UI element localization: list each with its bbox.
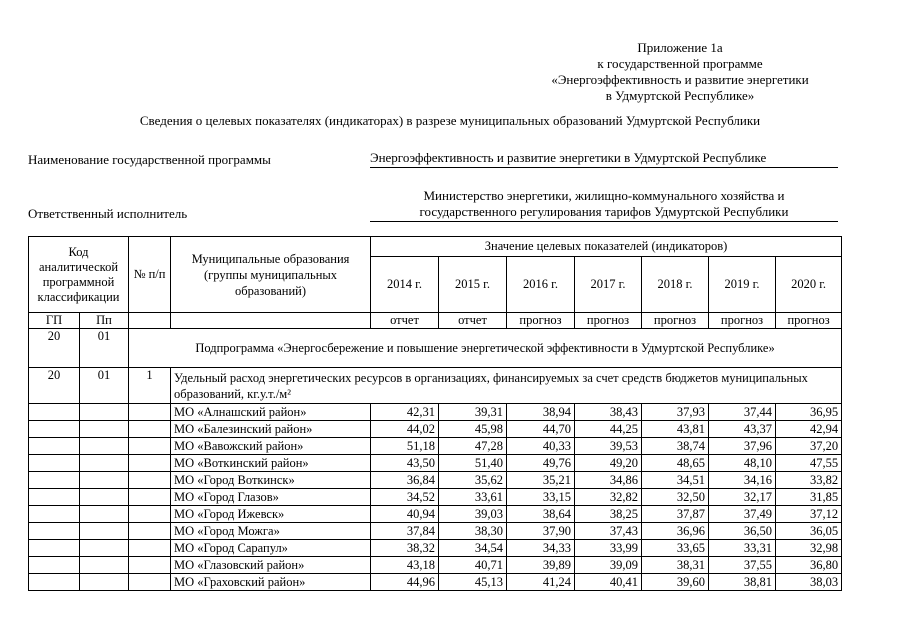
- indicator-value: 38,43: [575, 404, 642, 421]
- indicator-value: 39,09: [575, 557, 642, 574]
- indicator-value: 38,74: [642, 438, 709, 455]
- empty-cell: [80, 523, 129, 540]
- indicator-value: 44,70: [507, 421, 575, 438]
- subprogram-gp: 20: [29, 329, 80, 368]
- indicators-table: [28, 236, 842, 591]
- indicator-value: 43,50: [371, 455, 439, 472]
- indicator-value: 34,52: [371, 489, 439, 506]
- indicator-number: 1: [129, 368, 171, 404]
- indicator-value: 40,71: [439, 557, 507, 574]
- subprogram-title: Подпрограмма «Энергосбережение и повышение энергетической эффективности в Удмуртской Республике»: [129, 329, 842, 368]
- empty-cell: [80, 489, 129, 506]
- header-year: 2018 г.: [642, 257, 709, 313]
- executor-line-2: государственного регулирования тарифов Удмуртской Республики: [419, 204, 789, 219]
- empty-cell: [29, 523, 80, 540]
- table-row: [29, 404, 842, 421]
- indicator-value: 43,37: [709, 421, 776, 438]
- indicator-value: 37,84: [371, 523, 439, 540]
- indicator-value: 38,32: [371, 540, 439, 557]
- indicator-value: 37,93: [642, 404, 709, 421]
- indicator-value: 43,81: [642, 421, 709, 438]
- empty-cell: [29, 438, 80, 455]
- indicator-value: 35,21: [507, 472, 575, 489]
- header-empty-municipality: [171, 313, 371, 329]
- empty-cell: [80, 574, 129, 591]
- indicator-value: 37,43: [575, 523, 642, 540]
- header-type: отчет: [439, 313, 507, 329]
- indicator-value: 38,25: [575, 506, 642, 523]
- indicator-value: 34,54: [439, 540, 507, 557]
- indicator-value: 38,31: [642, 557, 709, 574]
- empty-cell: [129, 404, 171, 421]
- empty-cell: [80, 506, 129, 523]
- municipality-name: МО «Вавожский район»: [171, 438, 371, 455]
- empty-cell: [29, 540, 80, 557]
- empty-cell: [29, 404, 80, 421]
- executor-label: Ответственный исполнитель: [28, 206, 188, 221]
- empty-cell: [80, 455, 129, 472]
- appendix-line-4: в Удмуртской Республике»: [605, 88, 755, 103]
- empty-cell: [29, 455, 80, 472]
- indicator-value: 39,53: [575, 438, 642, 455]
- indicator-value: 36,95: [776, 404, 842, 421]
- empty-cell: [129, 421, 171, 438]
- indicator-value: 34,33: [507, 540, 575, 557]
- executor-value: [370, 188, 838, 222]
- table-row: [29, 540, 842, 557]
- municipality-name: МО «Город Глазов»: [171, 489, 371, 506]
- indicator-description: Удельный расход энергетических ресурсов в организациях, финансируемых за счет средств бюджетов муниципальных образований, кг.у.т./м²: [171, 368, 842, 404]
- municipality-name: МО «Город Воткинск»: [171, 472, 371, 489]
- empty-cell: [29, 489, 80, 506]
- indicator-value: 33,65: [642, 540, 709, 557]
- indicator-value: 36,05: [776, 523, 842, 540]
- municipality-name: МО «Алнашский район»: [171, 404, 371, 421]
- indicator-value: 32,98: [776, 540, 842, 557]
- empty-cell: [80, 404, 129, 421]
- indicator-value: 37,44: [709, 404, 776, 421]
- header-type: прогноз: [575, 313, 642, 329]
- indicator-value: 36,80: [776, 557, 842, 574]
- header-empty-num: [129, 313, 171, 329]
- indicator-value: 43,18: [371, 557, 439, 574]
- header-number: № п/п: [129, 237, 171, 313]
- header-year: 2020 г.: [776, 257, 842, 313]
- indicator-value: 38,94: [507, 404, 575, 421]
- table-row: [29, 472, 842, 489]
- indicator-value: 34,86: [575, 472, 642, 489]
- municipality-name: МО «Воткинский район»: [171, 455, 371, 472]
- empty-cell: [29, 574, 80, 591]
- header-type: прогноз: [776, 313, 842, 329]
- empty-cell: [129, 523, 171, 540]
- indicator-value: 32,82: [575, 489, 642, 506]
- indicator-value: 44,02: [371, 421, 439, 438]
- empty-cell: [129, 540, 171, 557]
- indicator-value: 31,85: [776, 489, 842, 506]
- indicator-value: 38,64: [507, 506, 575, 523]
- subprogram-row: [29, 329, 842, 368]
- table-row: [29, 421, 842, 438]
- indicator-value: 36,84: [371, 472, 439, 489]
- indicator-value: 45,13: [439, 574, 507, 591]
- header-year: 2015 г.: [439, 257, 507, 313]
- indicator-value: 36,96: [642, 523, 709, 540]
- indicator-value: 33,82: [776, 472, 842, 489]
- header-types-row: [29, 313, 842, 329]
- header-year: 2017 г.: [575, 257, 642, 313]
- header-type: прогноз: [507, 313, 575, 329]
- table-row: [29, 438, 842, 455]
- header-municipality: Муниципальные образования (группы муниципальных образований): [171, 237, 371, 313]
- indicator-value: 33,99: [575, 540, 642, 557]
- header-year: 2014 г.: [371, 257, 439, 313]
- header-values: Значение целевых показателей (индикаторов): [371, 237, 842, 257]
- appendix-line-1: Приложение 1а: [637, 40, 723, 55]
- empty-cell: [80, 557, 129, 574]
- municipality-name: МО «Балезинский район»: [171, 421, 371, 438]
- indicator-value: 37,20: [776, 438, 842, 455]
- table-row: [29, 557, 842, 574]
- indicator-value: 38,30: [439, 523, 507, 540]
- indicator-value: 33,31: [709, 540, 776, 557]
- indicator-value: 34,51: [642, 472, 709, 489]
- indicator-value: 33,15: [507, 489, 575, 506]
- indicator-value: 38,03: [776, 574, 842, 591]
- indicator-value: 49,20: [575, 455, 642, 472]
- indicator-value: 39,03: [439, 506, 507, 523]
- indicator-value: 33,61: [439, 489, 507, 506]
- empty-cell: [80, 540, 129, 557]
- indicator-value: 39,31: [439, 404, 507, 421]
- header-type: отчет: [371, 313, 439, 329]
- indicator-value: 32,50: [642, 489, 709, 506]
- empty-cell: [129, 489, 171, 506]
- indicator-value: 35,62: [439, 472, 507, 489]
- indicator-value: 38,81: [709, 574, 776, 591]
- indicator-value: 37,49: [709, 506, 776, 523]
- empty-cell: [29, 506, 80, 523]
- indicator-value: 40,41: [575, 574, 642, 591]
- header-pp: Пп: [80, 313, 129, 329]
- document-title: Сведения о целевых показателях (индикаторах) в разрезе муниципальных образований Удмуртской Республики: [139, 113, 761, 128]
- empty-cell: [80, 438, 129, 455]
- executor-line-1: Министерство энергетики, жилищно-коммунального хозяйства и: [423, 188, 785, 203]
- empty-cell: [29, 421, 80, 438]
- header-year: 2016 г.: [507, 257, 575, 313]
- indicator-value: 44,96: [371, 574, 439, 591]
- indicator-value: 42,31: [371, 404, 439, 421]
- subprogram-pp: 01: [80, 329, 129, 368]
- header-year: 2019 г.: [709, 257, 776, 313]
- header-type: прогноз: [642, 313, 709, 329]
- empty-cell: [80, 472, 129, 489]
- indicator-value: 51,40: [439, 455, 507, 472]
- program-name-value: Энергоэффективность и развитие энергетики в Удмуртской Республике: [370, 150, 838, 168]
- indicator-value: 40,94: [371, 506, 439, 523]
- appendix-line-2: к государственной программе: [597, 56, 763, 71]
- appendix-block: [510, 40, 850, 104]
- empty-cell: [80, 421, 129, 438]
- header-code: Код аналитической программной классификации: [29, 237, 129, 313]
- indicator-value: 49,76: [507, 455, 575, 472]
- indicator-value: 41,24: [507, 574, 575, 591]
- indicator-value: 48,65: [642, 455, 709, 472]
- table-row: [29, 523, 842, 540]
- empty-cell: [129, 472, 171, 489]
- indicator-pp: 01: [80, 368, 129, 404]
- empty-cell: [129, 574, 171, 591]
- table-row: [29, 455, 842, 472]
- empty-cell: [129, 557, 171, 574]
- indicator-value: 47,55: [776, 455, 842, 472]
- indicator-value: 47,28: [439, 438, 507, 455]
- municipality-name: МО «Глазовский район»: [171, 557, 371, 574]
- indicator-value: 39,60: [642, 574, 709, 591]
- indicator-value: 40,33: [507, 438, 575, 455]
- indicator-value: 37,96: [709, 438, 776, 455]
- empty-cell: [129, 506, 171, 523]
- appendix-line-3: «Энергоэффективность и развитие энергетики: [551, 72, 809, 87]
- municipality-name: МО «Город Ижевск»: [171, 506, 371, 523]
- municipality-name: МО «Граховский район»: [171, 574, 371, 591]
- indicator-value: 45,98: [439, 421, 507, 438]
- indicator-value: 48,10: [709, 455, 776, 472]
- indicator-value: 51,18: [371, 438, 439, 455]
- table-row: [29, 506, 842, 523]
- table-row: [29, 574, 842, 591]
- empty-cell: [29, 557, 80, 574]
- indicator-value: 42,94: [776, 421, 842, 438]
- indicator-row: [29, 368, 842, 404]
- program-name-label: Наименование государственной программы: [28, 152, 271, 167]
- indicator-gp: 20: [29, 368, 80, 404]
- indicator-value: 37,87: [642, 506, 709, 523]
- indicator-value: 34,16: [709, 472, 776, 489]
- empty-cell: [129, 438, 171, 455]
- municipality-name: МО «Город Сарапул»: [171, 540, 371, 557]
- table-row: [29, 489, 842, 506]
- empty-cell: [29, 472, 80, 489]
- municipality-name: МО «Город Можга»: [171, 523, 371, 540]
- indicator-value: 39,89: [507, 557, 575, 574]
- indicator-value: 37,55: [709, 557, 776, 574]
- header-gp: ГП: [29, 313, 80, 329]
- indicator-value: 36,50: [709, 523, 776, 540]
- empty-cell: [129, 455, 171, 472]
- indicator-value: 32,17: [709, 489, 776, 506]
- indicator-value: 37,12: [776, 506, 842, 523]
- header-type: прогноз: [709, 313, 776, 329]
- indicator-value: 37,90: [507, 523, 575, 540]
- indicator-value: 44,25: [575, 421, 642, 438]
